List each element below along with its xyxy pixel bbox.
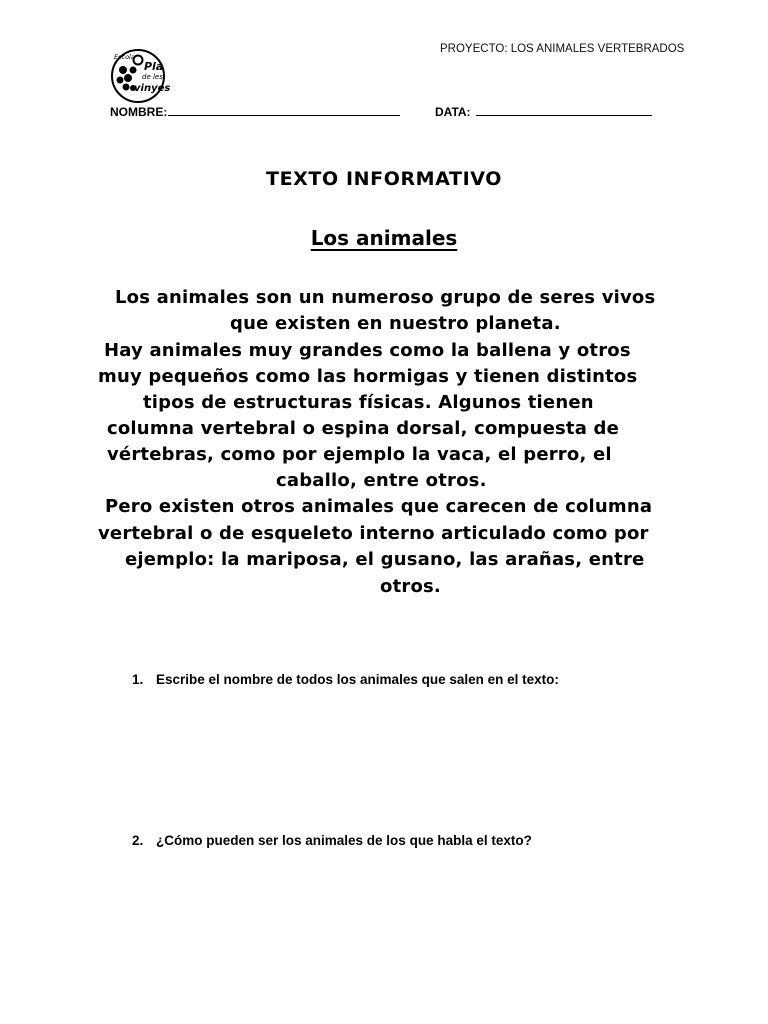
name-line[interactable]: [168, 104, 400, 116]
name-label: NOMBRE:: [110, 105, 168, 119]
body-line: vertebral o de esqueleto interno articulado como por: [98, 523, 649, 544]
question-number: 1.: [132, 672, 144, 687]
subtitle-text: Los animales: [310, 226, 458, 250]
date-line[interactable]: [476, 104, 652, 116]
body-line: Los animales son un numeroso grupo de seres vivos: [115, 287, 656, 308]
document-subtitle: [0, 226, 768, 250]
body-line: columna vertebral o espina dorsal, compuesta de: [107, 418, 620, 439]
question-text: Escribe el nombre de todos los animales que salen en el texto:: [156, 672, 559, 687]
body-line: otros.: [380, 576, 441, 597]
body-line: muy pequeños como las hormigas y tienen distintos: [98, 366, 638, 387]
body-line: caballo, entre otros.: [276, 470, 487, 491]
date-label: DATA:: [435, 105, 471, 119]
project-header: PROYECTO: LOS ANIMALES VERTEBRADOS: [440, 43, 685, 55]
logo-text-de-les: de les: [142, 73, 163, 81]
question-1: [132, 672, 559, 687]
school-logo: [108, 48, 172, 104]
date-field[interactable]: [435, 104, 652, 119]
body-line: que existen en nuestro planeta.: [230, 313, 561, 334]
question-number: 2.: [132, 833, 144, 848]
body-line: Hay animales muy grandes como la ballena y otros: [104, 340, 631, 361]
document-title: TEXTO INFORMATIVO: [266, 168, 502, 190]
logo-text-vinyes: vinyes: [134, 83, 171, 94]
body-line: vértebras, como por ejemplo la vaca, el perro, el: [107, 444, 612, 465]
logo-text-pla: Pla: [144, 60, 164, 73]
question-2: [132, 833, 532, 848]
body-line: tipos de estructuras físicas. Algunos tienen: [143, 392, 594, 413]
logo-text-escola: Escola: [114, 53, 135, 61]
question-text: ¿Cómo pueden ser los animales de los que habla el texto?: [156, 833, 532, 848]
body-line: ejemplo: la mariposa, el gusano, las arañas, entre: [125, 549, 645, 570]
body-line: Pero existen otros animales que carecen de columna: [105, 496, 653, 517]
name-field[interactable]: [110, 104, 400, 119]
